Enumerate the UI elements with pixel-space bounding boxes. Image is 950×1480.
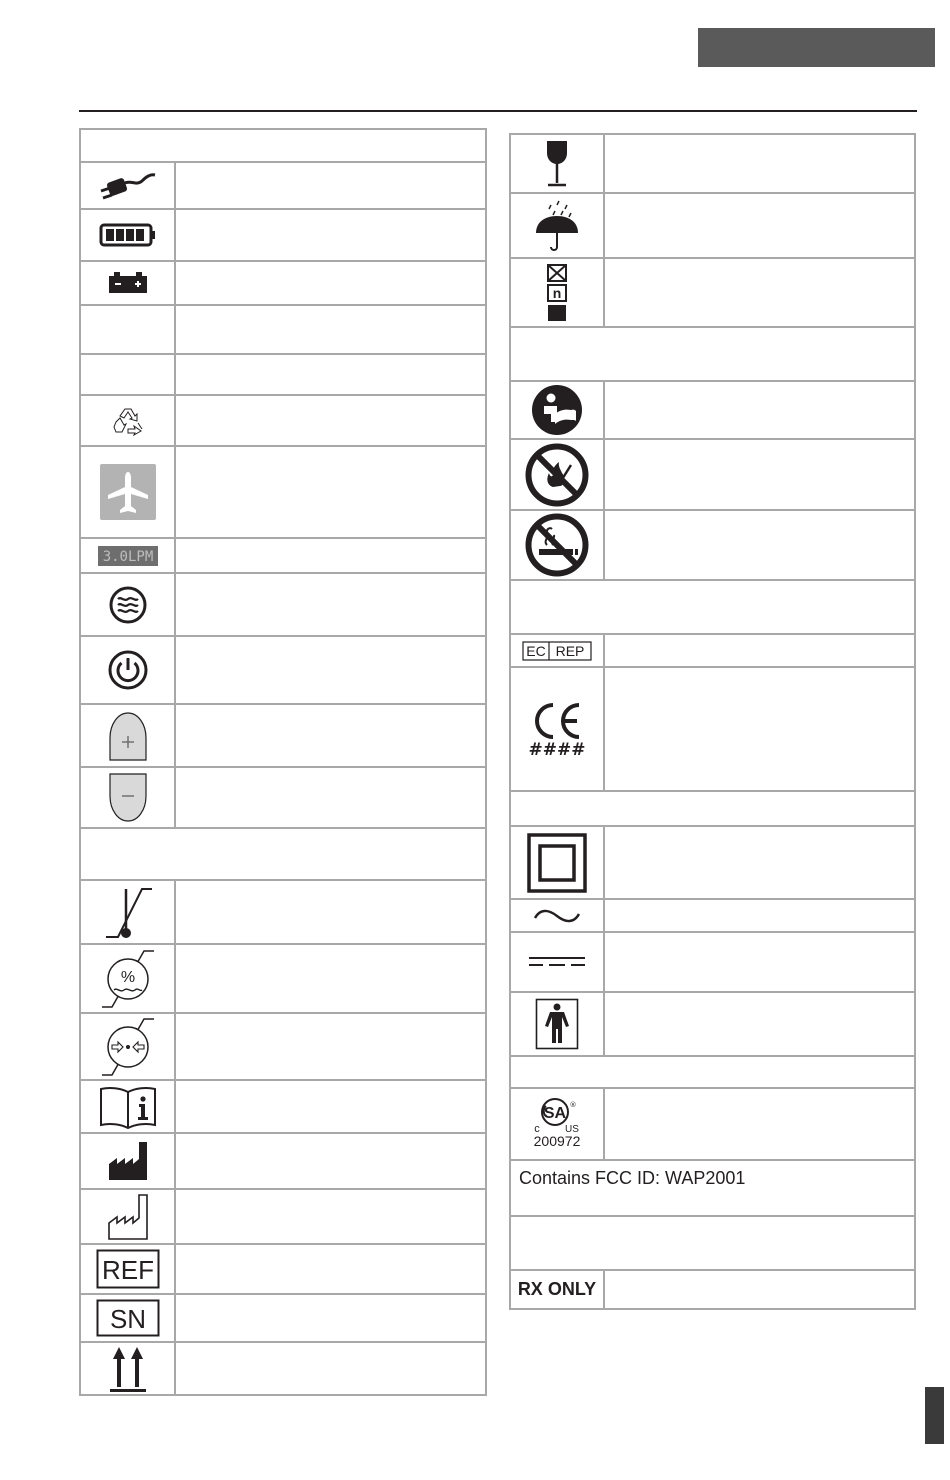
page-side-tab <box>925 1387 944 1444</box>
section-header-row <box>511 1057 914 1089</box>
symbol-cell <box>81 262 176 304</box>
stacking-limit-icon <box>546 263 568 323</box>
fragile-icon <box>543 139 571 189</box>
svg-text:REP: REP <box>555 642 585 659</box>
svg-text:REF: REF <box>101 1255 154 1285</box>
section-header-row <box>511 328 914 382</box>
symbol-row <box>81 881 485 945</box>
symbol-cell <box>511 827 605 898</box>
symbol-cell <box>81 881 176 943</box>
symbol-cell <box>511 635 605 666</box>
header-rule <box>79 110 917 112</box>
fcc-row <box>511 1161 914 1217</box>
ac-power-plug-icon <box>98 169 158 203</box>
no-open-flame-icon <box>525 443 589 507</box>
symbol-row <box>511 933 914 993</box>
symbol-row <box>81 1134 485 1190</box>
rx-only-label: RX ONLY <box>517 1279 597 1299</box>
type-bf-icon <box>535 998 579 1050</box>
right-symbol-table <box>509 133 916 1310</box>
minus-button-icon <box>108 772 148 824</box>
symbol-row <box>81 447 485 539</box>
symbol-cell <box>511 135 605 192</box>
svg-text:3.0LPM: 3.0LPM <box>102 548 153 565</box>
symbol-cell <box>81 355 176 394</box>
consult-instructions-icon <box>98 1085 158 1129</box>
section-header-row <box>511 581 914 635</box>
symbol-row <box>511 135 914 194</box>
direct-current-icon <box>527 952 587 972</box>
date-of-manufacture-icon <box>107 1193 149 1241</box>
ec-rep-icon <box>522 641 592 661</box>
symbol-row <box>511 827 914 900</box>
temperature-limit-icon <box>102 881 154 943</box>
symbol-row <box>81 768 485 829</box>
left-symbol-table <box>79 128 487 1396</box>
symbol-row <box>81 1343 485 1394</box>
symbol-cell <box>511 993 605 1055</box>
symbol-row <box>511 259 914 328</box>
symbol-row <box>81 210 485 262</box>
symbol-row <box>511 1271 914 1308</box>
symbol-row <box>511 993 914 1057</box>
symbol-cell <box>511 933 605 991</box>
symbol-row <box>81 637 485 705</box>
symbol-row <box>81 396 485 447</box>
svg-text:SA: SA <box>543 1105 567 1122</box>
pulse-flow-icon <box>108 585 148 625</box>
symbol-cell <box>81 1134 176 1188</box>
symbol-row <box>81 262 485 306</box>
read-manual-icon <box>531 384 583 436</box>
section-header-row <box>81 130 485 163</box>
symbol-cell <box>81 210 176 260</box>
class-ii-icon <box>527 833 587 893</box>
symbol-cell <box>81 163 176 208</box>
symbol-row <box>81 355 485 396</box>
symbol-cell <box>511 194 605 257</box>
symbol-row <box>511 1089 914 1161</box>
symbol-cell <box>81 1190 176 1243</box>
airplane-icon <box>100 464 156 520</box>
this-way-up-icon <box>108 1345 148 1393</box>
symbol-row <box>81 1190 485 1245</box>
symbol-cell <box>81 1081 176 1132</box>
humidity-limit-icon <box>100 947 156 1011</box>
dc-battery-icon <box>106 270 150 296</box>
symbol-cell <box>81 1343 176 1394</box>
symbol-cell <box>511 259 605 326</box>
no-smoking-icon <box>525 513 589 577</box>
symbol-row <box>81 705 485 768</box>
symbol-cell <box>511 382 605 438</box>
symbol-cell <box>511 900 605 931</box>
serial-number-icon <box>96 1299 160 1337</box>
symbol-cell <box>511 1271 605 1308</box>
symbol-row <box>81 1295 485 1343</box>
recycle-icon <box>112 406 144 436</box>
symbol-cell <box>81 396 176 445</box>
csa-mark-icon <box>527 1094 587 1154</box>
symbol-row <box>511 440 914 511</box>
symbol-row <box>511 668 914 792</box>
svg-text:####: #### <box>529 740 585 757</box>
symbol-row <box>81 1245 485 1295</box>
symbol-cell <box>81 1245 176 1293</box>
symbol-cell <box>81 1014 176 1079</box>
symbol-row <box>81 1014 485 1081</box>
svg-text:c: c <box>534 1123 540 1135</box>
symbol-cell <box>81 539 176 572</box>
svg-text:US: US <box>565 1124 579 1135</box>
svg-text:SN: SN <box>109 1304 146 1334</box>
fcc-id-text: Contains FCC ID: WAP2001 <box>519 1168 746 1188</box>
symbol-cell <box>511 511 605 579</box>
symbol-cell <box>81 574 176 635</box>
symbol-row <box>81 574 485 637</box>
svg-text:n: n <box>552 284 562 301</box>
keep-dry-icon <box>533 197 581 255</box>
symbol-row <box>511 194 914 259</box>
section-header-row <box>511 1217 914 1271</box>
symbol-row <box>81 163 485 210</box>
manufacturer-icon <box>107 1140 149 1182</box>
symbol-cell <box>511 668 605 790</box>
symbol-row <box>511 635 914 668</box>
pressure-limit-icon <box>100 1015 156 1079</box>
svg-text:200972: 200972 <box>533 1133 581 1149</box>
symbol-row <box>81 1081 485 1134</box>
section-header-row <box>511 792 914 827</box>
symbol-row <box>511 511 914 581</box>
symbol-cell <box>81 1295 176 1341</box>
symbol-row <box>511 900 914 933</box>
power-button-icon <box>107 649 149 691</box>
svg-text:®: ® <box>569 1101 577 1109</box>
ce-mark-icon <box>529 701 585 757</box>
symbol-cell <box>511 1089 605 1159</box>
plus-button-icon <box>108 710 148 762</box>
ref-catalog-icon <box>96 1249 160 1289</box>
lcd-flow-display-icon <box>98 546 158 566</box>
section-header-row <box>81 829 485 881</box>
header-bar <box>698 28 935 67</box>
battery-full-icon <box>99 221 157 249</box>
symbol-cell <box>81 637 176 703</box>
svg-text:%: % <box>120 968 135 986</box>
svg-text:EC: EC <box>526 642 546 659</box>
symbol-cell <box>81 768 176 827</box>
symbol-row <box>81 306 485 355</box>
symbol-row <box>511 382 914 440</box>
symbol-row <box>81 945 485 1014</box>
symbol-cell <box>81 705 176 766</box>
symbol-row <box>81 539 485 574</box>
alternating-current-icon <box>532 906 582 926</box>
symbol-cell <box>511 440 605 509</box>
symbol-cell <box>81 306 176 353</box>
symbol-cell <box>81 945 176 1012</box>
symbol-cell <box>81 447 176 537</box>
